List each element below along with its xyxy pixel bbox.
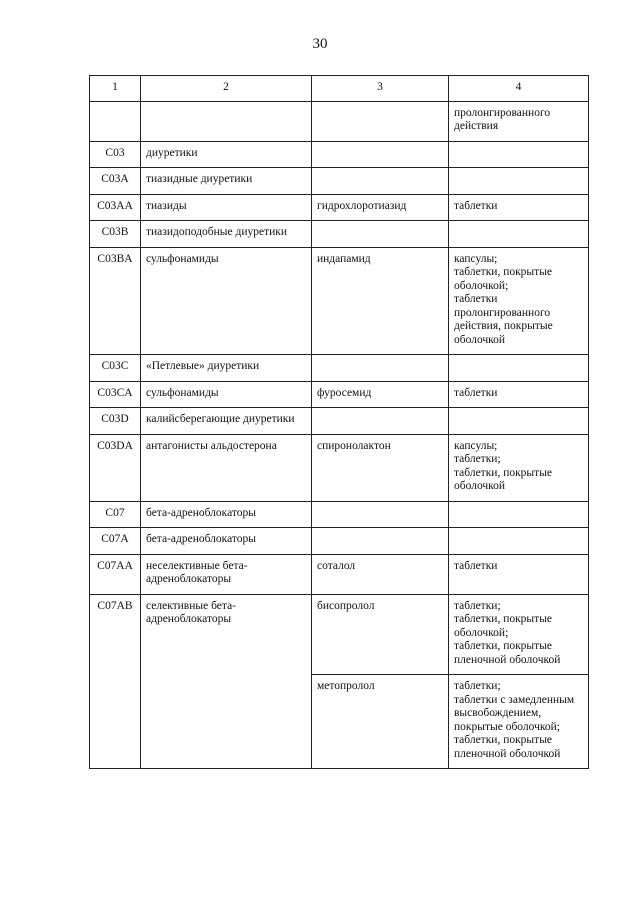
- table-row: [90, 247, 589, 355]
- dosage-form-cell: [449, 381, 589, 408]
- drug-name-cell: соталол: [312, 554, 449, 594]
- atc-code-cell: C03A: [90, 168, 141, 195]
- group-name-cell: тиазиды: [141, 194, 312, 221]
- dosage-form-line: действия: [454, 120, 499, 132]
- dosage-form-cell: [449, 675, 589, 769]
- table-row: [90, 168, 589, 195]
- dosage-form-line: оболочкой: [454, 333, 506, 346]
- group-name-cell: диуретики: [141, 141, 312, 168]
- dosage-form-line: оболочкой;: [454, 279, 509, 292]
- group-name-cell: бета-адреноблокаторы: [141, 501, 312, 528]
- table-row: [90, 381, 589, 408]
- group-name-cell: тиазидоподобные диуретики: [141, 221, 312, 248]
- drug-name-cell: [312, 408, 449, 435]
- dosage-form-line: таблетки;: [454, 599, 501, 612]
- atc-code-cell: C07AB: [90, 594, 141, 769]
- drug-name-cell: [312, 168, 449, 195]
- dosage-form-line: таблетки: [454, 293, 498, 305]
- dosage-form-line: пролонгированного: [454, 106, 551, 119]
- atc-code-cell: [90, 101, 141, 141]
- dosage-form-line: таблетки, покрытые: [454, 640, 553, 652]
- table-row: [90, 141, 589, 168]
- dosage-form-line: таблетки, покрытые: [454, 266, 553, 278]
- dosage-form-cell: [449, 221, 589, 248]
- dosage-form-cell: [449, 247, 589, 355]
- atc-code-cell: C03BA: [90, 247, 141, 355]
- table-row: [90, 355, 589, 382]
- column-header: 2: [141, 76, 312, 102]
- atc-code-cell: C03CA: [90, 381, 141, 408]
- dosage-form-cell: [449, 355, 589, 382]
- group-name-cell: сульфонамиды: [141, 381, 312, 408]
- dosage-form-cell: [449, 408, 589, 435]
- dosage-form-line: покрытые оболочкой;: [454, 720, 560, 733]
- drug-name-cell: [312, 221, 449, 248]
- dosage-form-cell: [449, 194, 589, 221]
- drug-name-cell: [312, 101, 449, 141]
- atc-code-cell: C03C: [90, 355, 141, 382]
- atc-code-cell: C07AA: [90, 554, 141, 594]
- dosage-form-line: таблетки: [454, 386, 498, 399]
- drug-name-cell: спиронолактон: [312, 434, 449, 501]
- dosage-form-line: оболочкой;: [454, 626, 509, 639]
- dosage-form-line: оболочкой: [454, 480, 506, 492]
- dosage-form-line: действия, покрытые: [454, 320, 553, 332]
- drug-name-cell: [312, 528, 449, 555]
- group-name-cell: антагонисты альдостерона: [141, 434, 312, 501]
- dosage-form-cell: [449, 554, 589, 594]
- dosage-form-line: пленочной оболочкой: [454, 747, 561, 760]
- drug-name-cell: фуросемид: [312, 381, 449, 408]
- dosage-form-cell: [449, 101, 589, 141]
- group-name-cell: калийсберегающие диуретики: [141, 408, 312, 435]
- atc-code-cell: C07: [90, 501, 141, 528]
- drug-name-cell: бисопролол: [312, 594, 449, 675]
- drug-name-cell: [312, 501, 449, 528]
- table-row: [90, 594, 589, 675]
- dosage-form-line: таблетки;: [454, 453, 501, 465]
- table-row: [90, 194, 589, 221]
- dosage-form-cell: [449, 141, 589, 168]
- group-name-cell: бета-адреноблокаторы: [141, 528, 312, 555]
- group-name-cell: [141, 101, 312, 141]
- drug-table: [89, 75, 589, 769]
- dosage-form-cell: [449, 528, 589, 555]
- group-name-cell: селективные бета-адреноблокаторы: [141, 594, 312, 769]
- drug-name-cell: [312, 355, 449, 382]
- drug-name-cell: индапамид: [312, 247, 449, 355]
- group-name-cell: «Петлевые» диуретики: [141, 355, 312, 382]
- atc-code-cell: C03B: [90, 221, 141, 248]
- table-row: [90, 101, 589, 141]
- group-name-cell: тиазидные диуретики: [141, 168, 312, 195]
- table-row: [90, 528, 589, 555]
- dosage-form-line: капсулы;: [454, 252, 498, 265]
- atc-code-cell: C07A: [90, 528, 141, 555]
- group-name-cell: сульфонамиды: [141, 247, 312, 355]
- dosage-form-cell: [449, 594, 589, 675]
- dosage-form-line: таблетки;: [454, 680, 501, 692]
- column-header: 3: [312, 76, 449, 102]
- dosage-form-line: капсулы;: [454, 439, 498, 452]
- atc-code-cell: C03D: [90, 408, 141, 435]
- drug-name-cell: гидрохлоротиазид: [312, 194, 449, 221]
- table-row: [90, 221, 589, 248]
- table-row: [90, 554, 589, 594]
- column-header: 1: [90, 76, 141, 102]
- dosage-form-line: таблетки, покрытые: [454, 613, 553, 625]
- group-name-cell: неселективные бета-адреноблокаторы: [141, 554, 312, 594]
- table-row: [90, 434, 589, 501]
- page-number: 30: [312, 36, 328, 52]
- dosage-form-cell: [449, 501, 589, 528]
- dosage-form-line: пролонгированного: [454, 306, 551, 319]
- table-row: [90, 408, 589, 435]
- dosage-form-line: таблетки: [454, 559, 498, 572]
- column-header: 4: [449, 76, 589, 102]
- atc-code-cell: C03DA: [90, 434, 141, 501]
- dosage-form-line: высвобождением,: [454, 707, 542, 719]
- dosage-form-line: таблетки, покрытые: [454, 734, 553, 746]
- atc-code-cell: C03: [90, 141, 141, 168]
- dosage-form-cell: [449, 168, 589, 195]
- dosage-form-line: пленочной оболочкой: [454, 653, 561, 666]
- drug-name-cell: [312, 141, 449, 168]
- table-row: [90, 501, 589, 528]
- atc-code-cell: C03AA: [90, 194, 141, 221]
- dosage-form-line: таблетки, покрытые: [454, 466, 553, 479]
- dosage-form-line: таблетки: [454, 199, 498, 212]
- table-header-row: [90, 76, 589, 102]
- dosage-form-cell: [449, 434, 589, 501]
- dosage-form-line: таблетки с замедленным: [454, 693, 575, 706]
- drug-name-cell: метопролол: [312, 675, 449, 769]
